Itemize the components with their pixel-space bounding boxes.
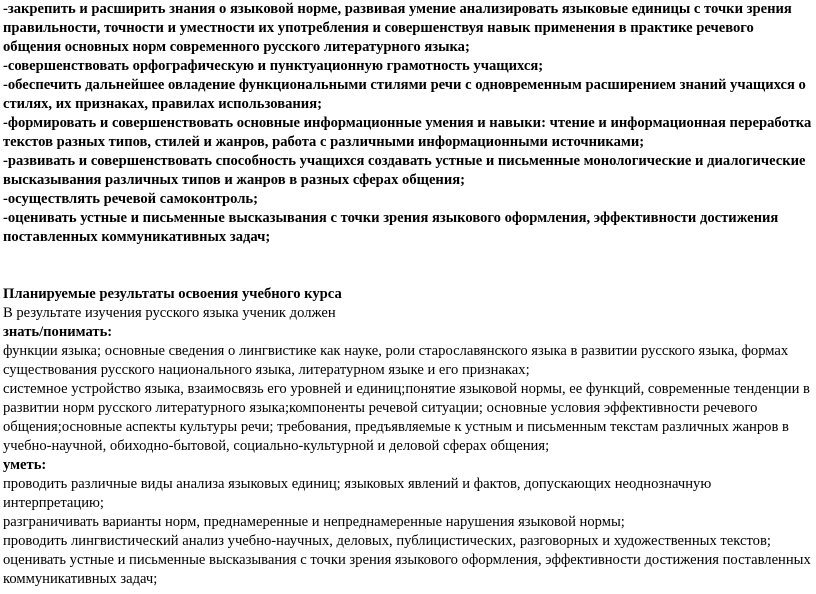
results-section	[3, 285, 815, 589]
document-page	[3, 0, 815, 589]
goal-item: -формировать и совершенствовать основные информационные умения и навыки: чтение и информационная переработка текстов разных типов, стилей и жанров, работа с различными информационными источниками;	[3, 115, 812, 150]
goal-item: -осуществлять речевой самоконтроль;	[3, 191, 258, 207]
goal-item: -совершенствовать орфографическую и пунктуационную грамотность учащихся;	[3, 58, 544, 74]
goals-list	[3, 0, 815, 247]
section-heading: Планируемые результаты освоения учебного курса	[3, 286, 342, 302]
goal-item: -развивать и совершенствовать способность учащихся создавать устные и письменные монологические и диалогические высказывания различных типов и жанров в разных сферах общения;	[3, 153, 806, 188]
can-item: проводить различные виды анализа языковых единиц; языковых явлений и фактов, допускающих неоднозначную интерпретацию;	[3, 476, 712, 511]
can-item: проводить лингвистический анализ учебно-научных, деловых, публицистических, разговорных и художественных текстов;	[3, 533, 771, 549]
section-spacer	[3, 247, 815, 285]
intro-text: В результате изучения русского языка ученик должен	[3, 305, 336, 321]
can-item: разграничивать варианты норм, преднамеренные и непреднамеренные нарушения языковой нормы;	[3, 514, 625, 530]
know-item: функции языка; основные сведения о лингвистике как науке, роли старославянского языка в развитии русского языка, формах существования русского национального языка, литературном языке и его признаках;	[3, 343, 789, 378]
know-label: знать/понимать:	[3, 324, 113, 340]
can-label: уметь:	[3, 457, 47, 473]
goal-item: -обеспечить дальнейшее овладение функциональными стилями речи с одновременным расширением знаний учащихся о стилях, их признаках, правилах использования;	[3, 77, 806, 112]
goal-item: -закрепить и расширить знания о языковой норме, развивая умение анализировать языковые единицы с точки зрения правильности, точности и уместности их употребления и совершенствуя навык применения в практике речевого общения основных норм современного русского литературного языка;	[3, 1, 792, 55]
know-item: системное устройство языка, взаимосвязь его уровней и единиц;понятие языковой нормы, ее функций, современные тенденции в развитии норм русского литературного языка;компоненты речевой ситуации; основные условия эффективности речевого общения;основные аспекты культуры речи; требования, предъявляемые к устным и письменным текстам различных жанров в учебно-научной, обиходно-бытовой, социально-культурной и деловой сферах общения;	[3, 381, 810, 454]
can-item: оценивать устные и письменные высказывания с точки зрения языкового оформления, эффективности достижения поставленных коммуникативных задач;	[3, 552, 811, 587]
goal-item: -оценивать устные и письменные высказывания с точки зрения языкового оформления, эффективности достижения поставленных коммуникативных задач;	[3, 210, 779, 245]
